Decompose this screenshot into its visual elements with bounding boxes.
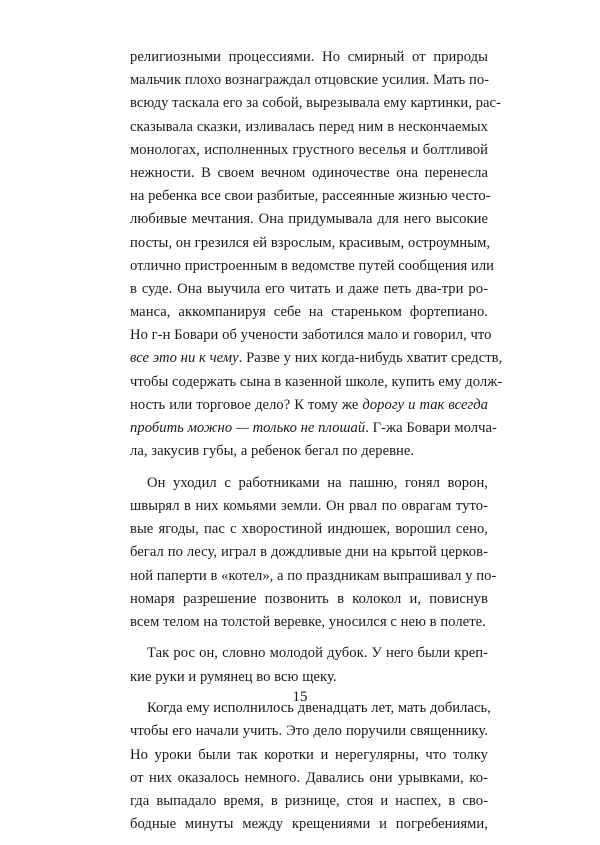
text-line: отлично пристроенным в ведомстве путей сообщения или — [130, 257, 495, 274]
text-line: мальчик плохо вознаграждал отцовские усилия. Мать по- — [130, 72, 490, 89]
text-line: швырял в них комьями земли. Он рвал по оврагам туто- — [130, 497, 488, 514]
paragraph-3 — [130, 642, 488, 688]
text-line: бегал по лесу, играл в дождливые дни на крытой церков- — [130, 544, 488, 561]
text-line: Он уходил с работниками на пашню, гонял ворон, — [147, 474, 488, 491]
text-line: манса, аккомпанируя себе на стареньком фортепиано. — [130, 304, 488, 321]
book-page-text — [130, 46, 503, 845]
paragraph-2 — [130, 472, 497, 634]
text-line: кие руки и румянец во всю щеку. — [130, 668, 337, 685]
text-line — [130, 394, 488, 417]
italic-phrase: дорогу и так всегда — [362, 396, 488, 413]
page-number: 15 — [292, 689, 308, 705]
text-line — [130, 417, 497, 440]
text-line: бодные минуты между крещениями и погребениями, — [130, 816, 488, 833]
text-line: всюду таскала его за собой, вырезывала ему картинки, рас- — [130, 95, 501, 112]
text-line — [130, 347, 503, 370]
italic-phrase: все это ни к чему — [130, 350, 239, 367]
text-line: ной паперти в «котел», а по праздникам выпрашивал у по- — [130, 567, 497, 584]
text-line: Но уроки были так коротки и нерегулярны, что толку — [130, 746, 488, 763]
italic-phrase: пробить можно — только не плошай — [130, 420, 366, 436]
text-line: ла, закусив губы, а ребенок бегал по деревне. — [130, 443, 415, 460]
text-line: религиозными процессиями. Но смирный от природы — [130, 49, 488, 65]
text-line: монологах, исполненных грустного веселья и болтливой — [130, 141, 488, 158]
text-line: всем телом на толстой веревке, уносился с нею в полете. — [130, 613, 486, 630]
text-line: в суде. Она выучила его читать и даже петь два-три ро- — [130, 280, 488, 297]
paragraph-4 — [130, 697, 491, 836]
text-line: чтобы его начали учить. Это дело поручили священнику. — [130, 723, 488, 740]
text-line: от них оказалось немного. Давались они урывками, ко- — [130, 769, 488, 786]
text-line: Когда ему исполнилось двенадцать лет, мать добилась, — [147, 700, 491, 717]
text-line: на ребенка все свои разбитые, рассеянные жизнью често- — [130, 188, 491, 205]
paragraph-1 — [130, 46, 503, 463]
text-line: вые ягоды, пас с хворостиной индюшек, ворошил сено, — [130, 521, 488, 538]
text-line: гда выпадало время, в ризнице, стоя и наспех, в сво- — [130, 792, 488, 809]
text-line: посты, он грезился ей взрослым, красивым, остроумным, — [130, 234, 491, 251]
text-fragment: ность или торговое дело? К тому же — [130, 396, 363, 413]
text-line: любивые мечтания. Она придумывала для него высокие — [130, 211, 488, 228]
text-line: Так рос он, словно молодой дубок. У него были креп- — [147, 645, 488, 662]
text-line: сказывала сказки, изливалась перед ним в нескончаемых — [130, 118, 488, 135]
text-line: номаря разрешение позвонить в колокол и, повиснув — [130, 590, 488, 607]
text-line: чтобы содержать сына в казенной школе, купить ему долж- — [130, 373, 503, 390]
text-line: нежности. В своем вечном одиночестве она перенесла — [130, 164, 488, 181]
text-fragment: . Разве у них когда-нибудь хватит средств, — [238, 350, 503, 367]
text-line: Но г-н Бовари об учености заботился мало и говорил, что — [130, 327, 492, 344]
text-fragment: . Г-жа Бовари молча- — [365, 420, 497, 436]
